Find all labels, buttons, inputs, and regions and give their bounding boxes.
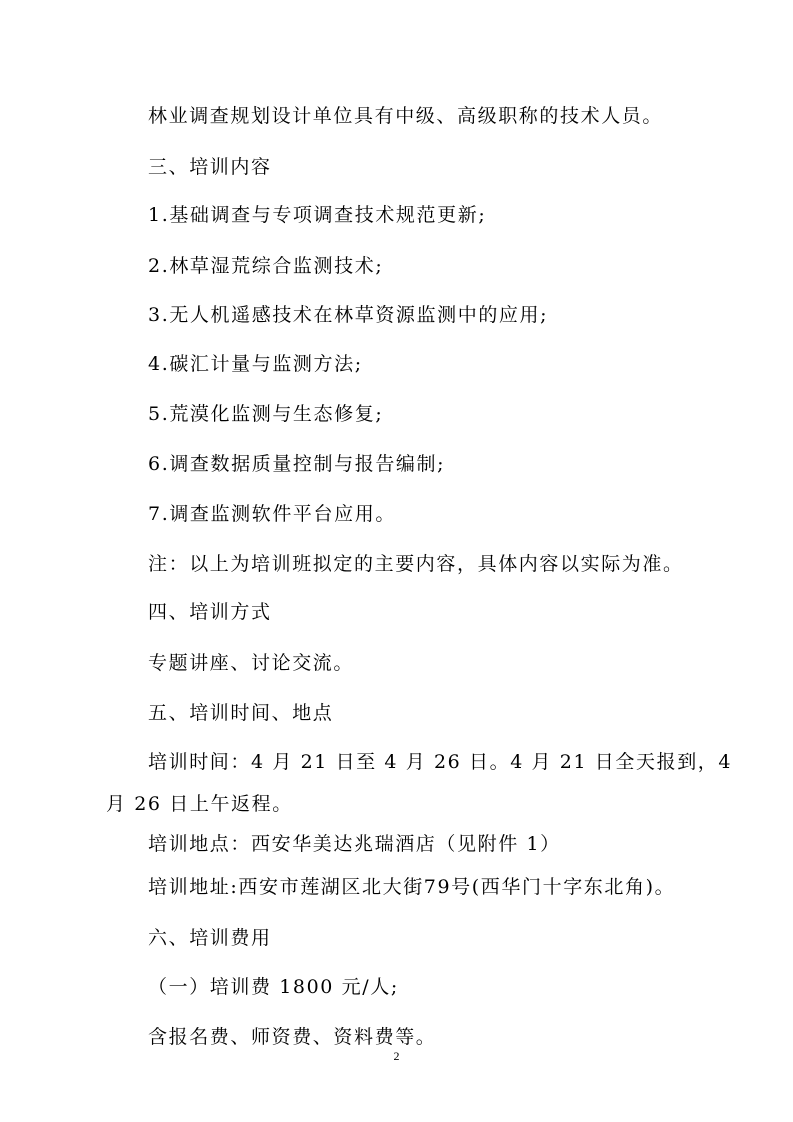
list-item-5: 5.荒漠化监测与生态修复; [148,403,384,425]
list-item-4: 4.碳汇计量与监测方法; [148,353,363,375]
section-heading-training-fees: 六、培训费用 [148,927,272,949]
training-time-text: 培训时间：4 月 21 日至 4 月 26 日。4 月 21 日全天报到，4 [148,751,733,773]
list-item-3: 3.无人机遥感技术在林草资源监测中的应用; [148,304,549,326]
list-item-1: 1.基础调查与专项调查技术规范更新; [148,204,487,226]
note-paragraph: 注：以上为培训班拟定的主要内容，具体内容以实际为准。 [148,553,684,575]
list-item-2: 2.林草湿荒综合监测技术; [148,255,384,277]
training-time-continuation: 月 26 日上午返程。 [106,793,293,815]
section-heading-time-location: 五、培训时间、地点 [148,702,334,724]
page-number: 2 [393,1049,400,1063]
paragraph-continuation: 林业调查规划设计单位具有中级、高级职称的技术人员。 [148,105,664,127]
fee-includes-text: 含报名费、师资费、资料费等。 [148,1026,437,1048]
section-heading-training-content: 三、培训内容 [148,156,272,178]
training-fee-item: （一）培训费 1800 元/人; [148,976,399,998]
section-heading-training-method: 四、培训方式 [148,601,272,623]
training-address-text: 培训地址:西安市莲湖区北大街79号(西华门十字东北角)。 [148,876,676,898]
list-item-7: 7.调查监测软件平台应用。 [148,503,396,525]
list-item-6: 6.调查数据质量控制与报告编制; [148,453,446,475]
training-location-text: 培训地点：西安华美达兆瑞酒店（见附件 1） [148,833,561,855]
training-method-text: 专题讲座、讨论交流。 [148,652,355,674]
